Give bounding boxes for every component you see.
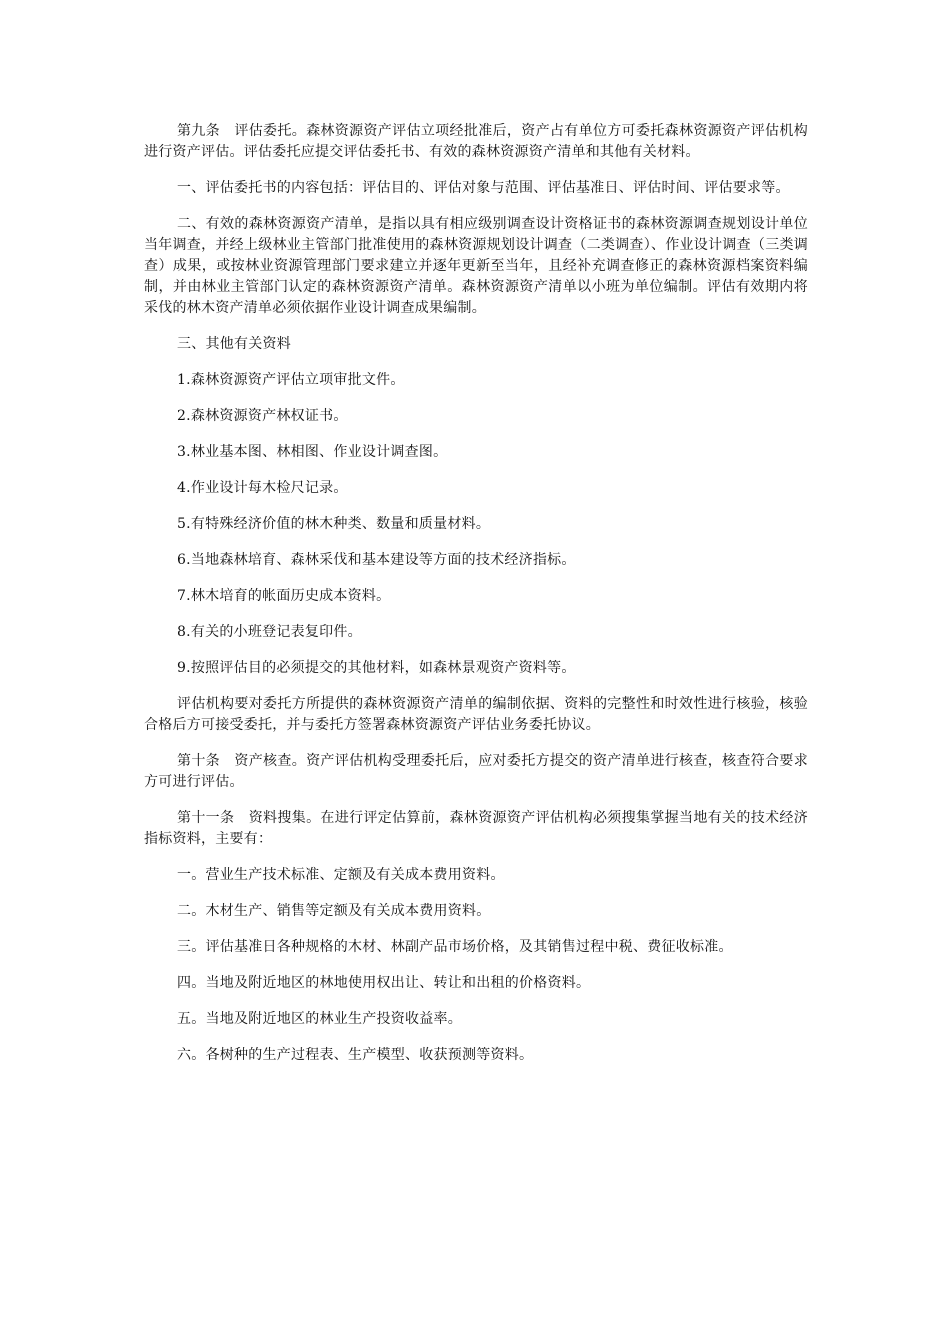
- other-materials-heading: 三、其他有关资料: [177, 336, 291, 352]
- list-item: 三。评估基准日各种规格的木材、林副产品市场价格，及其销售过程中税、费征收标准。: [177, 939, 733, 955]
- article-10-paragraph: 第十条 资产核查。资产评估机构受理委托后，应对委托方提交的资产清单进行核查，核查符合要求方可进行评估。: [144, 753, 808, 790]
- list-item: 6.当地森林培育、森林采伐和基本建设等方面的技术经济指标。: [177, 552, 576, 568]
- article-11-paragraph: 第十一条 资料搜集。在进行评定估算前，森林资源资产评估机构必须搜集掌握当地有关的技术经济指标资料，主要有：: [144, 810, 808, 847]
- list-item: 六。各树种的生产过程表、生产模型、收获预测等资料。: [177, 1047, 534, 1063]
- article-9-paragraph: 第九条 评估委托。森林资源资产评估立项经批准后，资产占有单位方可委托森林资源资产评估机构进行资产评估。评估委托应提交评估委托书、有效的森林资源资产清单和其他有关材料。: [144, 123, 808, 160]
- list-item: 5.有特殊经济价值的林木种类、数量和质量材料。: [177, 516, 491, 532]
- list-item: 4.作业设计每木检尺记录。: [177, 480, 348, 496]
- list-item: 1.森林资源资产评估立项审批文件。: [177, 372, 405, 388]
- document-page: [144, 121, 808, 1081]
- list-item: 9.按照评估目的必须提交的其他材料，如森林景观资产资料等。: [177, 660, 576, 676]
- list-item: 四。当地及附近地区的林地使用权出让、转让和出租的价格资料。: [177, 975, 591, 991]
- list-item: 一。营业生产技术标准、定额及有关成本费用资料。: [177, 867, 505, 883]
- list-item: 二。木材生产、销售等定额及有关成本费用资料。: [177, 903, 491, 919]
- list-item: 五。当地及附近地区的林业生产投资收益率。: [177, 1011, 462, 1027]
- list-item: 7.林木培育的帐面历史成本资料。: [177, 588, 391, 604]
- list-item: 2.森林资源资产林权证书。: [177, 408, 348, 424]
- verification-paragraph: 评估机构要对委托方所提供的森林资源资产清单的编制依据、资料的完整性和时效性进行核验，核验合格后方可接受委托，并与委托方签署森林资源资产评估业务委托协议。: [144, 696, 808, 733]
- list-item: 3.林业基本图、林相图、作业设计调查图。: [177, 444, 448, 460]
- asset-list-paragraph: 二、有效的森林资源资产清单，是指以具有相应级别调查设计资格证书的森林资源调查规划设计单位当年调查，并经上级林业主管部门批准使用的森林资源规划设计调查（二类调查）、作业设计调查（三类调查）成果，或按林业资源管理部门要求建立并逐年更新至当年，且经补充调查修正的森林资源档案资料编制，并由林业主管部门认定的森林资源资产清单。森林资源资产清单以小班为单位编制。评估有效期内将采伐的林木资产清单必须依据作业设计调查成果编制。: [144, 216, 808, 316]
- commission-letter-paragraph: 一、评估委托书的内容包括：评估目的、评估对象与范围、评估基准日、评估时间、评估要求等。: [177, 180, 790, 196]
- list-item: 8.有关的小班登记表复印件。: [177, 624, 362, 640]
